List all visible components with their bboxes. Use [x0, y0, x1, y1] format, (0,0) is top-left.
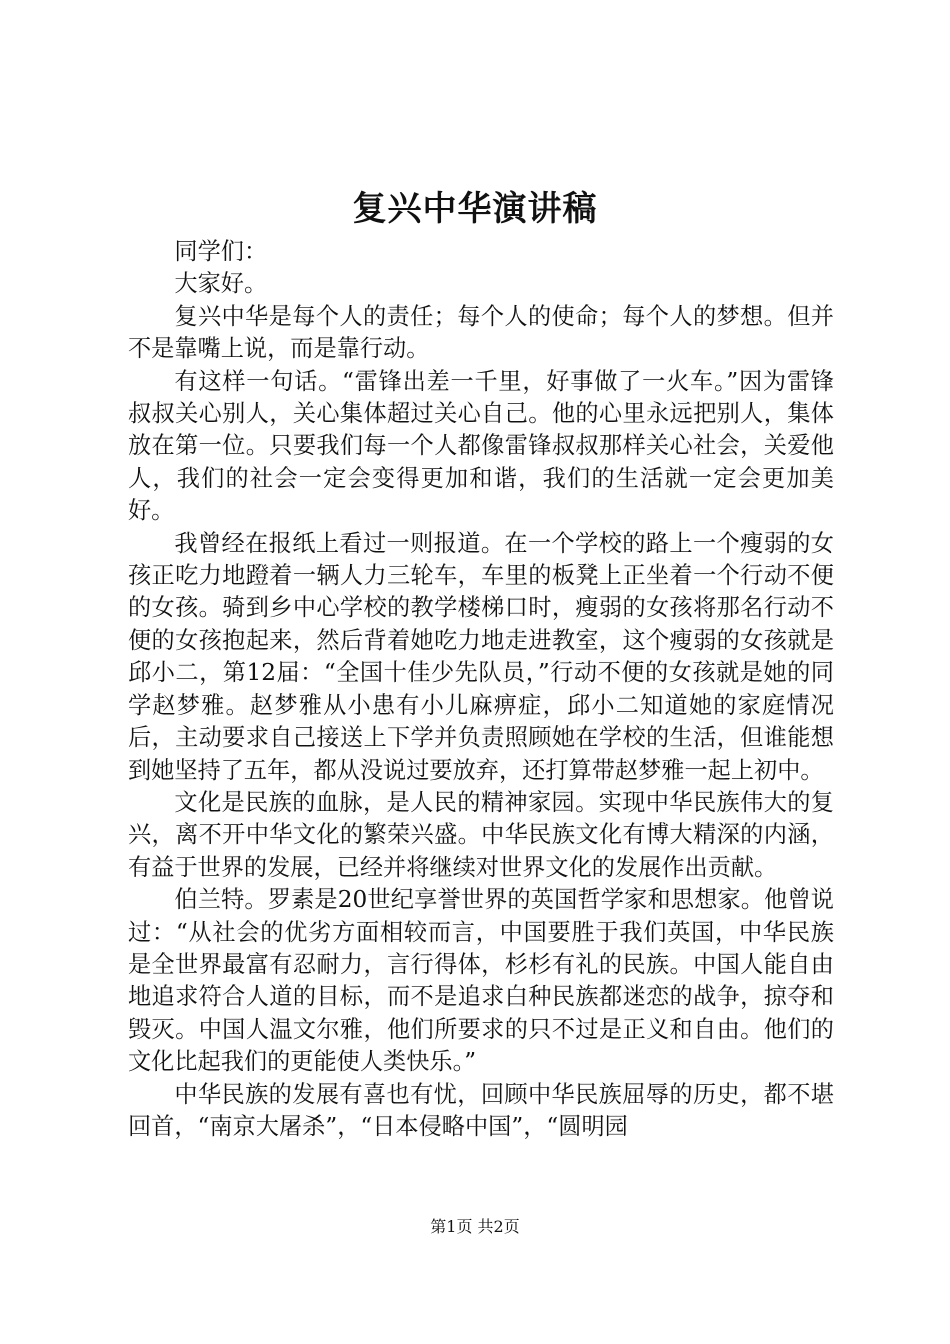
page-footer: 第1页 共2页	[430, 1217, 520, 1236]
paragraph-lei-feng: 有这样一句话。“雷锋出差一千里，好事做了一火车。”因为雷锋叔叔关心别人，关心集体超过关心自己。他的心里永远把别人，集体放在第一位。只要我们每一个人都像雷锋叔叔那样关心社会，关爱他人，我们的社会一定会变得更加和谐，我们的生活就一定会更加美好。	[128, 367, 834, 525]
paragraph-russell-quote: 伯兰特。罗素是20世纪享誉世界的英国哲学家和思想家。他曾说过：“从社会的优劣方面相较而言，中国要胜于我们英国，中华民族是全世界最富有忍耐力，言行得体，杉杉有礼的民族。中国人能自由地追求符合人道的目标，而不是追求白种民族都迷恋的战争，掠夺和毁灭。中国人温文尔雅，他们所要求的只不过是正义和自由。他们的文化比起我们的更能使人类快乐。”	[128, 886, 834, 1076]
paragraph-greeting: 同学们：	[174, 238, 268, 265]
document-title: 复兴中华演讲稿	[352, 189, 598, 229]
paragraph-history: 中华民族的发展有喜也有忧，回顾中华民族屈辱的历史，都不堪回首，“南京大屠杀”，“日本侵略中国”，“圆明园	[128, 1080, 834, 1140]
document-body	[128, 236, 834, 1143]
paragraph-culture: 文化是民族的血脉，是人民的精神家园。实现中华民族伟大的复兴，离不开中华文化的繁荣兴盛。中华民族文化有博大精深的内涵，有益于世界的发展，已经并将继续对世界文化的发展作出贡献。	[128, 788, 834, 881]
paragraph-hello: 大家好。	[174, 270, 268, 298]
paragraph-newspaper-story: 我曾经在报纸上看过一则报道。在一个学校的路上一个瘦弱的女孩正吃力地蹬着一辆人力三轮车，车里的板凳上正坐着一个行动不便的女孩。骑到乡中心学校的教学楼梯口时，瘦弱的女孩将那名行动不便的女孩抱起来，然后背着她吃力地走进教室，这个瘦弱的女孩就是邱小二，第12届：“全国十佳少先队员，”行动不便的女孩就是她的同学赵梦雅。赵梦雅从小患有小儿麻痹症，邱小二知道她的家庭情况后，主动要求自己接送上下学并负责照顾她在学校的生活，但谁能想到她坚持了五年，都从没说过要放弃，还打算带赵梦雅一起上初中。	[128, 529, 834, 784]
paragraph-responsibility: 复兴中华是每个人的责任；每个人的使命；每个人的梦想。但并不是靠嘴上说，而是靠行动。	[128, 302, 834, 363]
